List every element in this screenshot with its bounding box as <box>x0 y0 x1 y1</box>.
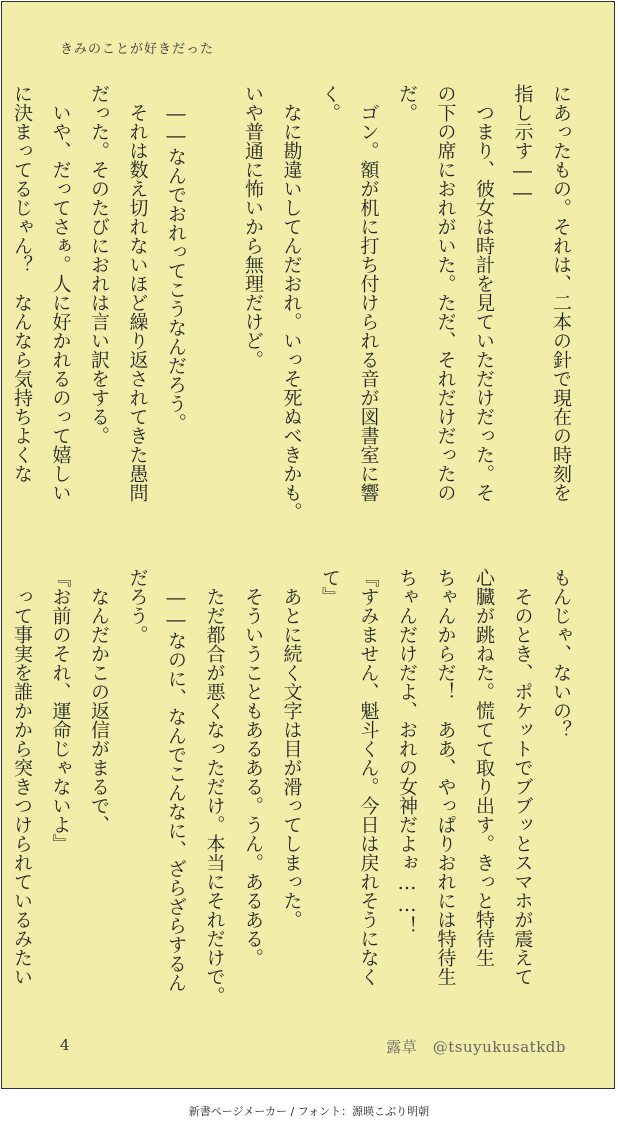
body-text-lower: もんじゃ、ないの？ そのとき、ポケットでブブッとスマホが震えて 心臓が跳ねた。慌てて取り出す。きっと特待生 ちゃんからだ！ ああ、やっぱりおれには特待生 ちゃんだけだよ、おれの女神だよぉ……！ 『すみません、魁斗くん。今日は戻れそうになく て』 あとに続く文字は目が滑ってしまった。 そういうこともあるある。うん。あるある。 ただ都合が悪くなっただけ。本当にそれだけで。 ――なのに、なんでこんなに、ざらざらするん だろう。 なんだかこの返信がまるで、 『お前のそれ、運命じゃないよ』 って事実を誰かから突きつけられているみたい <box>11 568 572 1005</box>
tool-credit: 新書ページメーカー / フォント：源暎こぶり明朝 <box>188 1105 430 1118</box>
author-credit: 露草 @tsuyukusatkdb <box>386 1038 566 1056</box>
book-page <box>1 1 615 1089</box>
running-header-title: きみのことが好きだった <box>60 42 215 57</box>
body-text-upper: にあったもの。それは、二本の針で現在の時刻を 指し示す―― つまり、彼女は時計を見ていただけだった。そ の下の席におれがいた。ただ、それだけだったの だ。 ゴン。額が机に打ち付けられる音が図書室に響 く。 なに勘違いしてんだおれ。いっそ死ぬべきかも。 いや普通に怖いから無理だけど。 ――なんでおれってこうなんだろう。 それは数え切れないほど繰り返されてきた愚問 だった。そのたびにおれは言い訳をする。 いや、だってさぁ。人に好かれるのって嬉しい に決まってるじゃん？ なんなら気持ちよくな <box>11 84 572 521</box>
page-number: 4 <box>60 1036 70 1054</box>
